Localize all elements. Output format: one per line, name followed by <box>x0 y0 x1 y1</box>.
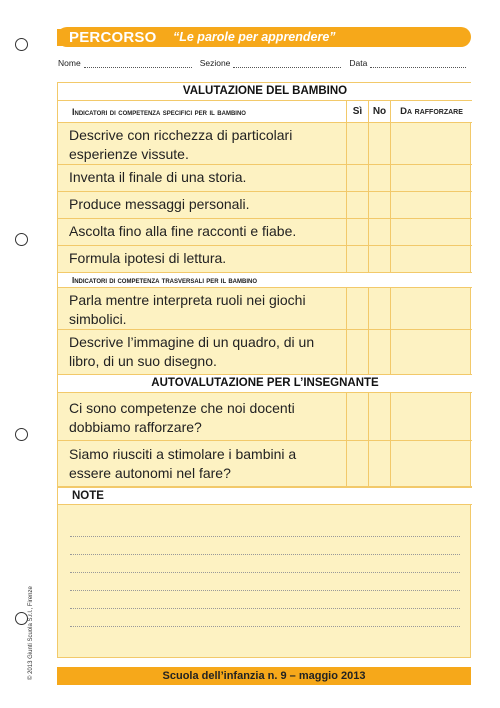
row-text: Siamo riusciti a stimolare i bambini a essere autonomi nel fare? <box>69 446 297 481</box>
reinforce-cell[interactable] <box>390 288 472 329</box>
no-cell[interactable] <box>368 393 390 440</box>
table-row <box>58 165 472 192</box>
no-cell[interactable] <box>368 441 390 486</box>
evaluation-form <box>57 82 471 658</box>
no-cell[interactable] <box>368 288 390 329</box>
yes-cell[interactable] <box>346 246 368 272</box>
binder-hole-4 <box>15 612 28 625</box>
page-subtitle: “Le parole per apprendere” <box>173 30 336 44</box>
reinforce-cell[interactable] <box>390 165 472 191</box>
footer-text: Scuola dell’infanzia n. 9 – maggio 2013 <box>162 670 366 682</box>
meta-fields <box>58 58 472 68</box>
row-text: Formula ipotesi di lettura. <box>69 250 227 266</box>
row-text: Descrive con ricchezza di particolari esperienze vissute. <box>69 127 293 162</box>
reinforce-cell[interactable] <box>390 219 472 245</box>
yes-cell[interactable] <box>346 192 368 218</box>
col-indicators: Indicatori di competenza specifici per il bambino <box>72 106 246 117</box>
yes-cell[interactable] <box>346 441 368 486</box>
table-row <box>58 441 472 487</box>
footer-bar <box>57 667 471 685</box>
copyright-note: © 2013 Giunti Scuola S.r.l., Firenze <box>28 586 34 680</box>
yes-cell[interactable] <box>346 330 368 374</box>
row-text: Ascolta fino alla fine racconti e fiabe. <box>69 223 297 239</box>
notes-title: NOTE <box>58 487 472 505</box>
table-row <box>58 123 472 165</box>
col-reinforce: Da rafforzare <box>390 101 472 122</box>
yes-cell[interactable] <box>346 393 368 440</box>
date-label: Data <box>349 58 368 68</box>
date-line[interactable] <box>370 60 466 68</box>
table-row <box>58 393 472 441</box>
name-label: Nome <box>58 58 81 68</box>
yes-cell[interactable] <box>346 288 368 329</box>
row-text: Parla mentre interpreta ruoli nei giochi simbolici. <box>69 292 306 327</box>
yes-cell[interactable] <box>346 123 368 164</box>
note-line[interactable] <box>70 626 460 627</box>
binder-hole-3 <box>15 428 28 441</box>
col-no: No <box>368 101 390 122</box>
binder-hole-2 <box>15 233 28 246</box>
percorso-label: PERCORSO <box>57 29 159 46</box>
table-row <box>58 192 472 219</box>
note-line[interactable] <box>70 536 460 537</box>
reinforce-cell[interactable] <box>390 246 472 272</box>
note-line[interactable] <box>70 572 460 573</box>
note-line[interactable] <box>70 608 460 609</box>
section-field[interactable] <box>200 58 342 68</box>
table-row <box>58 288 472 330</box>
no-cell[interactable] <box>368 246 390 272</box>
header-banner <box>57 27 471 47</box>
reinforce-cell[interactable] <box>390 192 472 218</box>
row-text: Ci sono competenze che noi docenti dobbiamo rafforzare? <box>69 400 295 435</box>
row-text: Inventa il finale di una storia. <box>69 169 247 185</box>
no-cell[interactable] <box>368 219 390 245</box>
no-cell[interactable] <box>368 192 390 218</box>
self-eval-title: AUTOVALUTAZIONE PER L’INSEGNANTE <box>58 375 472 393</box>
reinforce-cell[interactable] <box>390 330 472 374</box>
yes-cell[interactable] <box>346 165 368 191</box>
reinforce-cell[interactable] <box>390 123 472 164</box>
table-row <box>58 246 472 273</box>
no-cell[interactable] <box>368 330 390 374</box>
col-yes: Sì <box>346 101 368 122</box>
reinforce-cell[interactable] <box>390 441 472 486</box>
no-cell[interactable] <box>368 123 390 164</box>
name-field[interactable] <box>58 58 192 68</box>
date-field[interactable] <box>349 58 466 68</box>
row-text: Produce messaggi personali. <box>69 196 250 212</box>
section-line[interactable] <box>233 60 341 68</box>
table-row <box>58 330 472 375</box>
reinforce-cell[interactable] <box>390 393 472 440</box>
name-line[interactable] <box>84 60 192 68</box>
table-row <box>58 219 472 246</box>
note-line[interactable] <box>70 590 460 591</box>
transversal-header: Indicatori di competenza trasversali per il bambino <box>58 273 472 288</box>
section-label: Sezione <box>199 58 231 68</box>
note-line[interactable] <box>70 554 460 555</box>
binder-hole-1 <box>15 38 28 51</box>
yes-cell[interactable] <box>346 219 368 245</box>
no-cell[interactable] <box>368 165 390 191</box>
column-header <box>58 101 472 123</box>
form-title: VALUTAZIONE DEL BAMBINO <box>58 83 472 101</box>
row-text: Descrive l’immagine di un quadro, di un libro, di un suo disegno. <box>69 334 315 369</box>
